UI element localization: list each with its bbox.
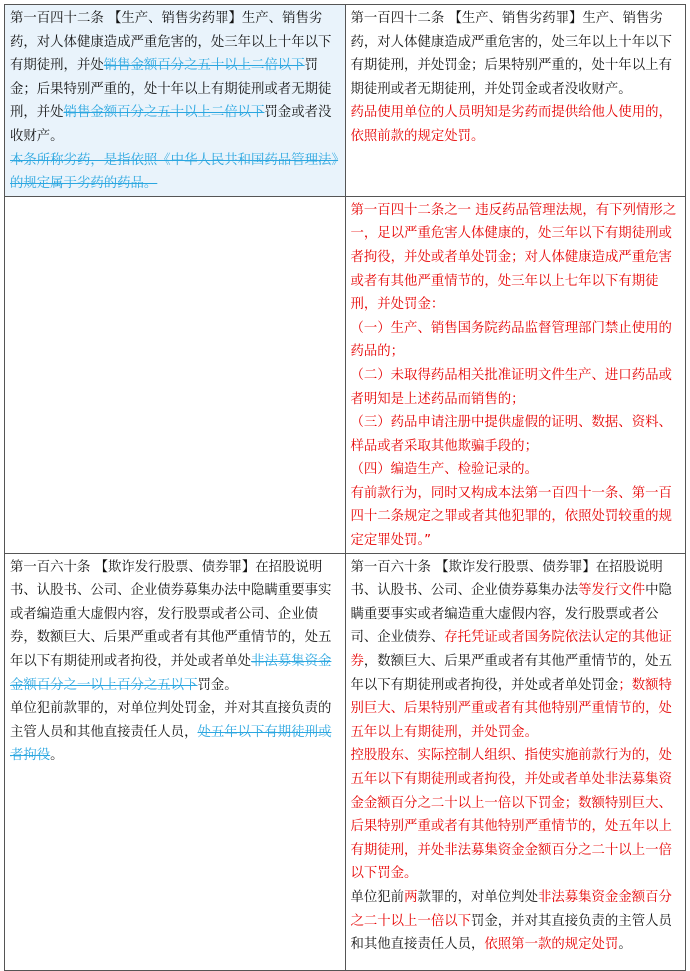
added-paragraph: 控股股东、实际控制人组织、指使实施前款行为的，处五年以下有期徒刑或者拘役，并处或者单处非法募集资金金额百分之二十以上一倍以下罚金；数额特别巨大、后果特别严重或者有其他特别严重情节的，处五年以上有期徒刑，并处非法募集资金金额百分之二十以上一倍以下罚金。 [350,748,672,882]
article-text: 单位犯前款罪的，对单位判处罚金，并对其直接负责的主管人员和其他直接责任人员，处五年以下有期徒刑或者拘役。 [10,701,332,764]
added-text: ；数额特别巨大、后果特别严重或者有其他特别严重情节的，处五年以上有期徒刑，并处罚金。 [350,677,672,740]
left-cell-article-142 [5,5,346,197]
deleted-text: 销售金额百分之五十以上二倍以下 [103,58,305,74]
right-cell-article-142-1 [345,196,686,553]
added-paragraph: （一）生产、销售国务院药品监督管理部门禁止使用的药品的； [350,320,672,360]
deleted-text: 销售金额百分之五十以上二倍以下 [63,105,265,121]
added-text: 依照第一款的规定处罚 [484,937,619,953]
added-paragraph: （三）药品申请注册中提供虚假的证明、数据、资料、样品或者采取其他欺骗手段的； [350,415,672,454]
added-paragraph: 有前款行为，同时又构成本法第一百四十一条、第一百四十二条规定之罪或者其他犯罪的，依照处罚较重的规定定罪处罚。” [350,485,672,549]
deleted-paragraph: 本条所称劣药，是指依照《中华人民共和国药品管理法》的规定属于劣药的药品。 [10,152,339,192]
added-paragraph: 药品使用单位的人员明知是劣药而提供给他人使用的，依照前款的规定处罚。 [350,105,672,144]
right-cell-article-142 [345,5,686,197]
added-paragraph: （四）编造生产、检验记录的。 [350,462,538,478]
article-text: 第一百六十条 【欺诈发行股票、债券罪】在招股说明书、认股书、公司、企业债券募集办法中隐瞒重要事实或者编造重大虚假内容，发行股票或者公司、企业债券，数额巨大、后果严重或者有其他严重情节的，处五年以下有期徒刑或者拘役，并处或者单处非法募集资金金额百分之一以上百分之五以下罚金。 [10,559,332,693]
added-text: 两 [404,889,418,905]
added-text: 非法募集资金金额百分之二十以上一倍以下 [350,889,672,929]
table-row [5,553,686,970]
left-cell-article-160 [5,553,346,970]
left-cell-empty [5,196,346,553]
deleted-text: 非法募集资金金额百分之一以上百分之五以下 [10,654,332,693]
article-text: 第一百六十条 【欺诈发行股票、债券罪】在招股说明书、认股书、公司、企业债券募集办法等发行文件中隐瞒重要事实或者编造重大虚假内容，发行股票或者公司、企业债券、存托凭证或者国务院依法认定的其他证券，数额巨大、后果严重或者有其他严重情节的，处五年以下有期徒刑或者拘役，并处或者单处罚金；数额特别巨大、后果特别严重或者有其他特别严重情节的，处五年以上有期徒刑，并处罚金。 [350,559,672,740]
added-paragraph: （二）未取得药品相关批准证明文件生产、进口药品或者明知是上述药品而销售的； [350,367,672,407]
article-text: 第一百四十二条 【生产、销售劣药罪】生产、销售劣药，对人体健康造成严重危害的，处三年以上十年以下有期徒刑，并处销售金额百分之五十以上二倍以下罚金；后果特别严重的，处十年以上有期徒刑或者无期徒刑，并处销售金额百分之五十以上二倍以下罚金或者没收财产。 [10,11,332,144]
deleted-text: 处五年以下有期徒刑或者拘役 [10,724,332,764]
added-text: 存托凭证或者国务院依法认定的其他证券 [350,630,672,670]
added-paragraph: 第一百四十二条之一 违反药品管理法规，有下列情形之一，足以严重危害人体健康的，处三年以下有期徒刑或者拘役，并处或者单处罚金；对人体健康造成严重危害或者有其他严重情节的，处三年以上七年以下有期徒刑，并处罚金： [350,202,677,313]
right-cell-article-160 [345,553,686,970]
table-row [5,196,686,553]
added-text: 等发行文件 [578,583,646,599]
table-row [5,5,686,197]
article-text: 单位犯前两款罪的，对单位判处非法募集资金金额百分之二十以上一倍以下罚金，并对其直接负责的主管人员和其他直接责任人员，依照第一款的规定处罚。 [350,889,672,953]
article-text: 第一百四十二条 【生产、销售劣药罪】生产、销售劣药，对人体健康造成严重危害的，处三年以上十年以下有期徒刑，并处罚金；后果特别严重的，处十年以上有期徒刑或者无期徒刑，并处罚金或者没收财产。 [350,11,672,97]
law-comparison-table [4,4,686,971]
